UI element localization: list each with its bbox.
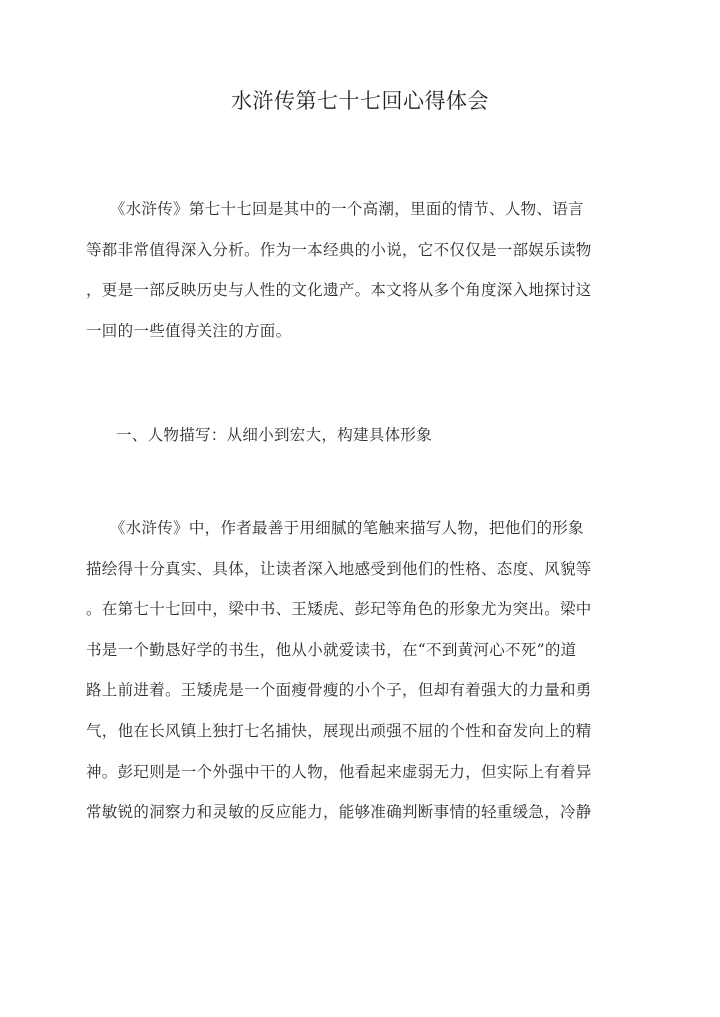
paragraph-line: 描绘得十分真实、具体，让读者深入地感受到他们的性格、态度、风貌等	[86, 559, 592, 578]
paragraph-line: 《水浒传》中，作者最善于用细腻的笔触来描写人物，把他们的形象	[86, 519, 584, 537]
paragraph-line: 常敏锐的洞察力和灵敏的反应能力，能够准确判断事情的轻重缓急，冷静	[86, 803, 592, 822]
paragraph-line: 一回的一些值得关注的方面。	[86, 321, 292, 340]
intro-paragraph	[86, 189, 634, 351]
paragraph-line: ，更是一部反映历史与人性的文化遗产。本文将从多个角度深入地探讨这	[86, 281, 592, 300]
paragraph-line: 《水浒传》第七十七回是其中的一个高潮，里面的情节、人物、语言	[86, 200, 584, 218]
paragraph-line: 书是一个勤恳好学的书生，他从小就爱读书，在“不到黄河心不死”的道	[86, 640, 577, 659]
paragraph-line: 。在第七十七回中，梁中书、王矮虎、彭玘等角色的形象尤为突出。梁中	[86, 600, 592, 619]
section-heading: 一、人物描写：从细小到宏大，构建具体形象	[116, 426, 433, 444]
paragraph-line: 神。彭玘则是一个外强中干的人物，他看起来虚弱无力，但实际上有着异	[86, 762, 592, 781]
paragraph-line: 气，他在长风镇上独打七名捕快，展现出顽强不屈的个性和奋发向上的精	[86, 721, 592, 740]
paragraph-line: 路上前进着。王矮虎是一个面瘦骨瘦的小个子，但却有着强大的力量和勇	[86, 681, 592, 700]
paragraph-line: 等都非常值得深入分析。作为一本经典的小说，它不仅仅是一部娱乐读物	[86, 240, 592, 259]
section-paragraph	[86, 508, 634, 833]
document-title: 水浒传第七十七回心得体会	[231, 89, 489, 113]
